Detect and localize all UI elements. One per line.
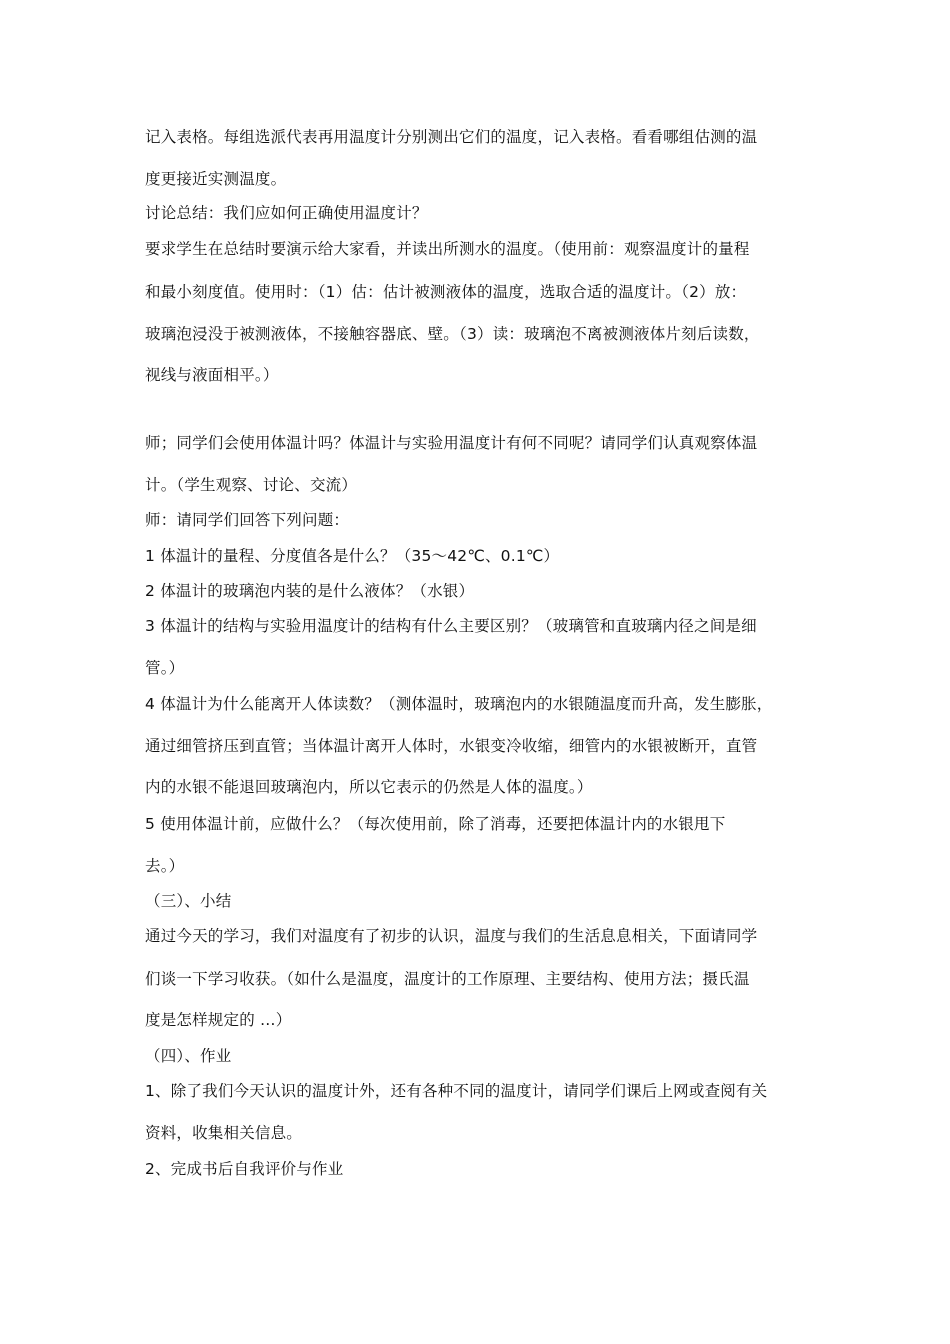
text-line: 玻璃泡浸没于被测液体，不接触容器底、壁。（3）读：玻璃泡不离被测液体片刻后读数，	[145, 325, 760, 343]
text-line: 师：请同学们回答下列问题：	[145, 511, 350, 529]
text-line: 计。（学生观察、讨论、交流）	[145, 476, 358, 494]
text-line: 资料，收集相关信息。	[145, 1124, 303, 1142]
text-line: 4 体温计为什么能离开人体读数？（测体温时，玻璃泡内的水银随温度而升高，发生膨胀，	[145, 695, 773, 713]
text-line: 3 体温计的结构与实验用温度计的结构有什么主要区别？（玻璃管和直玻璃内径之间是细	[145, 617, 757, 635]
text-line: 通过今天的学习，我们对温度有了初步的认识，温度与我们的生活息息相关，下面请同学	[145, 927, 758, 945]
text-line: 度是怎样规定的 …）	[145, 1011, 292, 1029]
text-line: 2、完成书后自我评价与作业	[145, 1160, 344, 1178]
text-line: 记入表格。每组选派代表再用温度计分别测出它们的温度，记入表格。看看哪组估测的温	[145, 128, 758, 146]
text-line: 2 体温计的玻璃泡内装的是什么液体？（水银）	[145, 582, 475, 600]
text-line: 度更接近实测温度。	[145, 170, 287, 188]
text-line: 1 体温计的量程、分度值各是什么？（35～42℃、0.1℃）	[145, 547, 560, 565]
text-line: 通过细管挤压到直管；当体温计离开人体时，水银变冷收缩，细管内的水银被断开，直管	[145, 737, 758, 755]
text-line: 5 使用体温计前，应做什么？（每次使用前，除了消毒，还要把体温计内的水银甩下	[145, 815, 726, 833]
text-line: 管。）	[145, 659, 185, 677]
text-line: 视线与液面相平。）	[145, 366, 279, 384]
text-line: 讨论总结：我们应如何正确使用温度计？	[145, 204, 428, 222]
text-line: 们谈一下学习收获。（如什么是温度，温度计的工作原理、主要结构、使用方法；摄氏温	[145, 970, 750, 988]
text-line: 师；同学们会使用体温计吗？体温计与实验用温度计有何不同呢？请同学们认真观察体温	[145, 434, 758, 452]
section-heading: （四）、作业	[145, 1047, 232, 1065]
text-line: 要求学生在总结时要演示给大家看，并读出所测水的温度。（使用前：观察温度计的量程	[145, 240, 750, 258]
section-heading: （三）、小结	[145, 892, 232, 910]
text-line: 内的水银不能退回玻璃泡内，所以它表示的仍然是人体的温度。）	[145, 778, 593, 796]
text-line: 1、除了我们今天认识的温度计外，还有各种不同的温度计，请同学们课后上网或查阅有关	[145, 1082, 768, 1100]
text-line: 和最小刻度值。使用时：（1）估：估计被测液体的温度，选取合适的温度计。（2）放：	[145, 283, 747, 301]
text-line: 去。）	[145, 857, 185, 875]
